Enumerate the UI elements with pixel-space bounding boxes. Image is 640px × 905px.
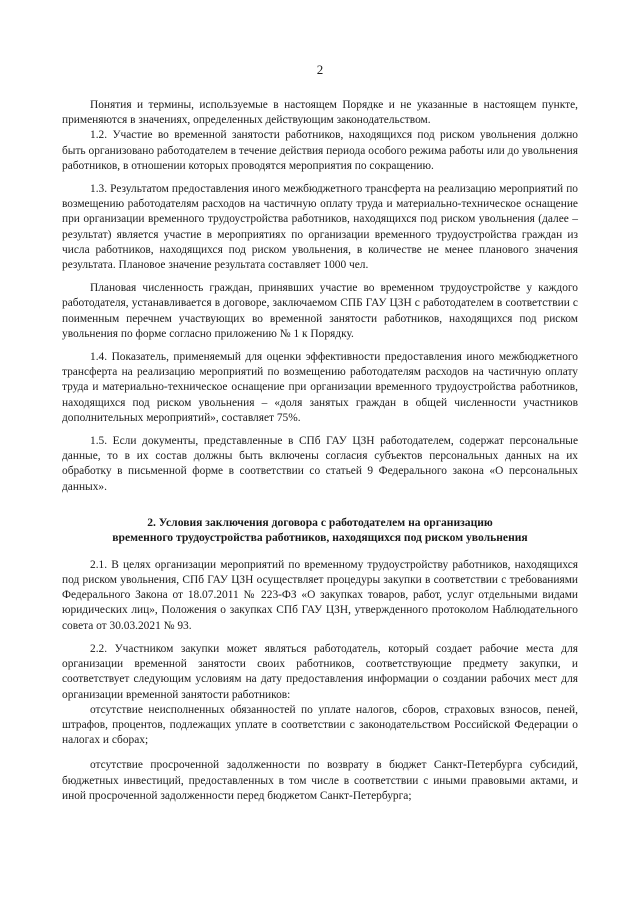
paragraph-condition-taxes: отсутствие неисполненных обязанностей по уплате налогов, сборов, страховых взносов, пеней, штрафов, процентов, подлежащих уплате в соответствии с законодательством Российской Федерации о налогах и сборах; (62, 703, 578, 747)
page-number: 2 (316, 62, 324, 77)
paragraph-1-3: 1.3. Результатом предоставления иного межбюджетного трансферта на реализацию мероприятий по возмещению работодателям расходов на частичную оплату труда и материально-техническое оснащение при организации временного трудоустройства работников, находящихся под риском увольнения (далее – результат) является участие в мероприятиях по организации временного трудоустройства граждан из числа работников, находящихся под риском увольнения, в количестве не менее планового значения результата. Плановое значение результата составляет 1000 чел. (62, 183, 578, 272)
paragraph-1-2: 1.2. Участие во временной занятости работников, находящихся под риском увольнения должно быть организовано работодателем в течение действия периода особого режима работы или до увольнения работников, в отношении которых проводятся мероприятия по сокращению. (62, 129, 578, 172)
paragraph-1-5: 1.5. Если документы, представленные в СПб ГАУ ЦЗН работодателем, содержат персональные данные, то в их состав должны быть включены согласия субъектов персональных данных на их обработку в письменной форме в соответствии со статьей 9 Федерального закона «О персональных данных». (62, 435, 578, 493)
document-page (62, 62, 578, 804)
paragraph-2-2: 2.2. Участником закупки может являться работодатель, который создает рабочие места для организации временной занятости своих работников, соответствующие предмету закупки, и соответствует следующим условиям на дату предоставления информации о создании рабочих мест для организации временной занятости работников: (62, 642, 578, 701)
section-2-heading-line2: временного трудоустройства работников, находящихся под риском увольнения (112, 531, 528, 545)
paragraph-terms: Понятия и термины, используемые в настоящем Порядке и не указанные в настоящем пункте, применяются в значениях, определенных действующим законодательством. (62, 99, 578, 127)
section-2-heading (62, 515, 578, 546)
paragraph-planned-count: Плановая численность граждан, принявших участие во временном трудоустройстве у каждого работодателя, устанавливается в договоре, заключаемом СПБ ГАУ ЦЗН с работодателем в соответствии с поименным перечнем участвующих во временной занятости работников, находящихся под риском увольнения по форме согласно приложению № 1 к Порядку. (62, 282, 578, 340)
paragraph-1-4: 1.4. Показатель, применяемый для оценки эффективности предоставления иного межбюджетного трансферта на реализацию мероприятий по возмещению работодателям расходов на частичную оплату труда и материально-техническое оснащение при организации временного трудоустройства работников, находящихся под риском увольнения – «доля занятых граждан в общей численности участников дополнительных мероприятий», составляет 75%. (62, 351, 578, 424)
section-2-heading-line1: 2. Условия заключения договора с работодателем на организацию (147, 515, 493, 529)
paragraph-condition-debt: отсутствие просроченной задолженности по возврату в бюджет Санкт-Петербурга субсидий, бюджетных инвестиций, предоставленных в том числе в соответствии с иными правовыми актами, и иной просроченной задолженности перед бюджетом Санкт-Петербурга; (62, 759, 578, 802)
paragraph-2-1: 2.1. В целях организации мероприятий по временному трудоустройству работников, находящихся под риском увольнения, СПб ГАУ ЦЗН осуществляет процедуры закупки в соответствии с требованиями Федерального Закона от 18.07.2011 № 223-ФЗ «О закупках товаров, работ, услуг отдельными видами юридических лиц», Положения о закупках СПб ГАУ ЦЗН, утвержденного протоколом Наблюдательного совета от 30.03.2021 № 93. (62, 558, 578, 632)
